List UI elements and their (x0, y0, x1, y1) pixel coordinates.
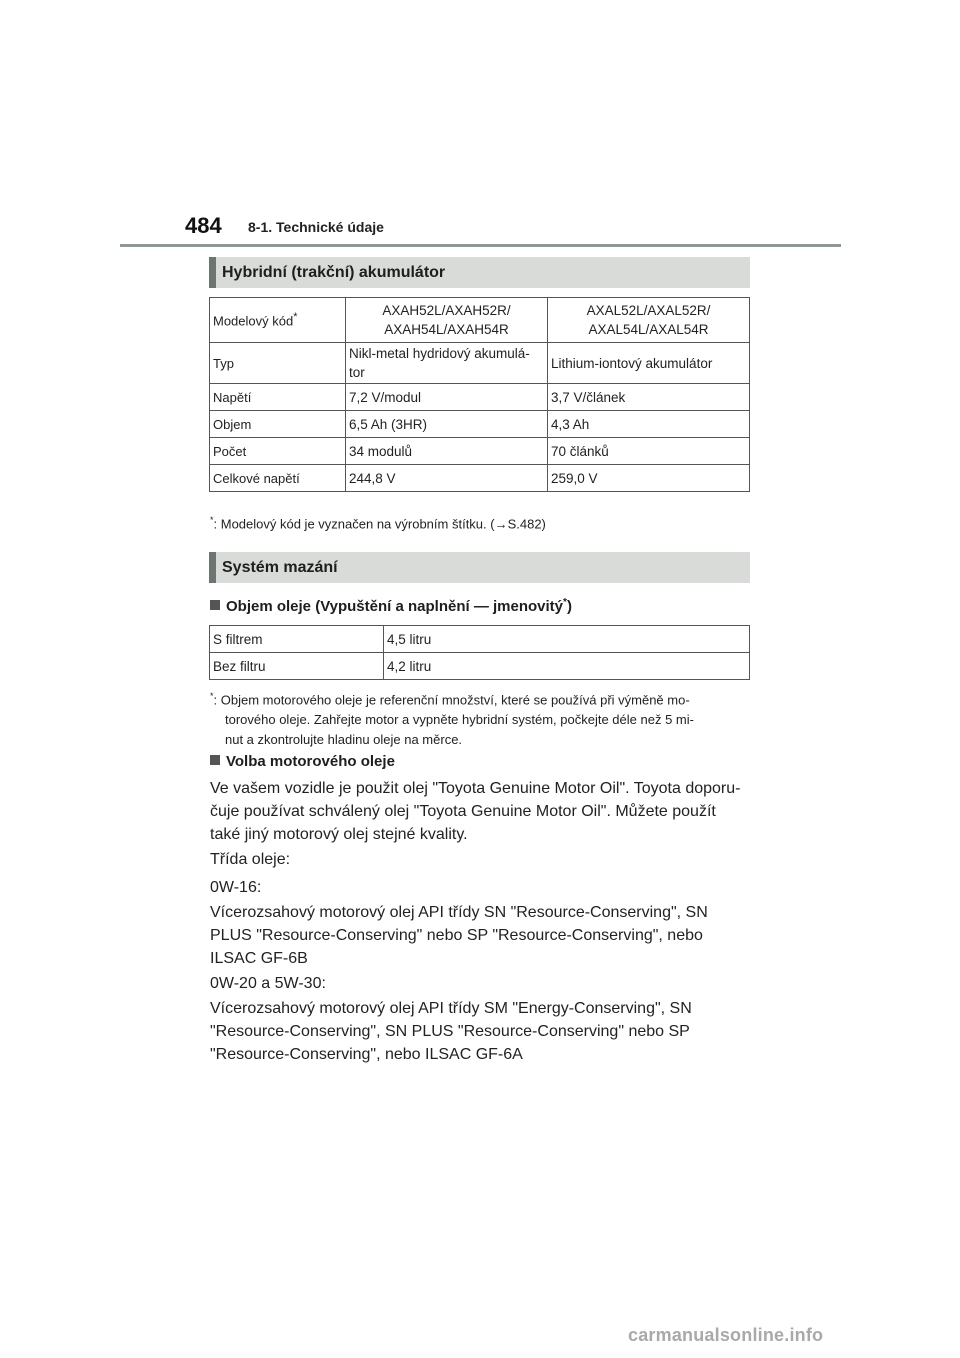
table-row (210, 298, 750, 343)
section-label: 8-1. Technické údaje (248, 219, 384, 235)
table-row (210, 411, 750, 438)
oil-selection-heading: Volba motorového oleje (210, 753, 395, 770)
row-value: 34 modulů (346, 438, 548, 465)
row-value: 244,8 V (346, 465, 548, 492)
row-value: 4,3 Ah (548, 411, 750, 438)
body-paragraph: Ve vašem vozidle je použit olej "Toyota Genuine Motor Oil". Toyota doporu- čuje používat schválený olej "Toyota Genuine Motor Oil". Můžete použít také jiný motorový olej stejné kvality. (210, 780, 741, 843)
row-value: 70 článků (548, 438, 750, 465)
row-label: Napětí (210, 384, 346, 411)
body-paragraph: 0W-16: (210, 879, 262, 896)
oil-volume-table (209, 625, 750, 680)
row-label: Modelový kód* (210, 298, 346, 343)
row-value: 6,5 Ah (3HR) (346, 411, 548, 438)
row-label: Objem (210, 411, 346, 438)
row-value: 259,0 V (548, 465, 750, 492)
row-label: Celkové napětí (210, 465, 346, 492)
table-row (210, 465, 750, 492)
row-value: 3,7 V/článek (548, 384, 750, 411)
page-number: 484 (185, 213, 222, 238)
row-label: Bez filtru (210, 653, 384, 680)
row-value: 4,2 litru (384, 653, 750, 680)
square-bullet-icon (210, 755, 220, 765)
oil-volume-heading: Objem oleje (Vypuštění a naplnění — jmenovitý*) (210, 597, 572, 615)
row-value: AXAH52L/AXAH52R/ AXAH54L/AXAH54R (346, 298, 548, 343)
body-paragraph: Třída oleje: (210, 851, 291, 868)
header-divider (120, 244, 841, 247)
body-paragraph: Vícerozsahový motorový olej API třídy SM "Energy-Conserving", SN "Resource-Conserving", SN PLUS "Resource-Conserving" nebo SP "Resource-Conserving", nebo ILSAC GF-6A (210, 1000, 692, 1063)
watermark: carmanualsonline.info (628, 1325, 824, 1345)
battery-footnote: *: Modelový kód je vyznačen na výrobním štítku. (→S.482) (210, 515, 546, 532)
oil-volume-footnote: *: Objem motorového oleje je referenční množství, které se používá při výměně mo- torového oleje. Zahřejte motor a vypněte hybridní systém, počkejte déle než 5 mi- nut a zkontrolujte hladinu oleje na měrce. (210, 691, 694, 748)
table-row (210, 384, 750, 411)
table-row (210, 343, 750, 384)
battery-section-heading: Hybridní (trakční) akumulátor (209, 257, 750, 288)
row-value: Lithium-iontový akumulátor (548, 343, 750, 384)
table-row (210, 626, 750, 653)
row-value: 4,5 litru (384, 626, 750, 653)
row-label: Počet (210, 438, 346, 465)
row-value: AXAL52L/AXAL52R/ AXAL54L/AXAL54R (548, 298, 750, 343)
row-label: Typ (210, 343, 346, 384)
body-paragraph: 0W-20 a 5W-30: (210, 975, 326, 992)
battery-spec-table (209, 297, 750, 492)
table-row (210, 438, 750, 465)
row-label: S filtrem (210, 626, 384, 653)
body-paragraph: Vícerozsahový motorový olej API třídy SN "Resource-Conserving", SN PLUS "Resource-Conserving" nebo SP "Resource-Conserving", nebo ILSAC GF-6B (210, 904, 708, 967)
table-row (210, 653, 750, 680)
lubrication-section-heading: Systém mazání (209, 552, 750, 583)
row-value: 7,2 V/modul (346, 384, 548, 411)
row-value: Nikl-metal hydridový akumulá- tor (346, 343, 548, 384)
square-bullet-icon (210, 600, 220, 610)
